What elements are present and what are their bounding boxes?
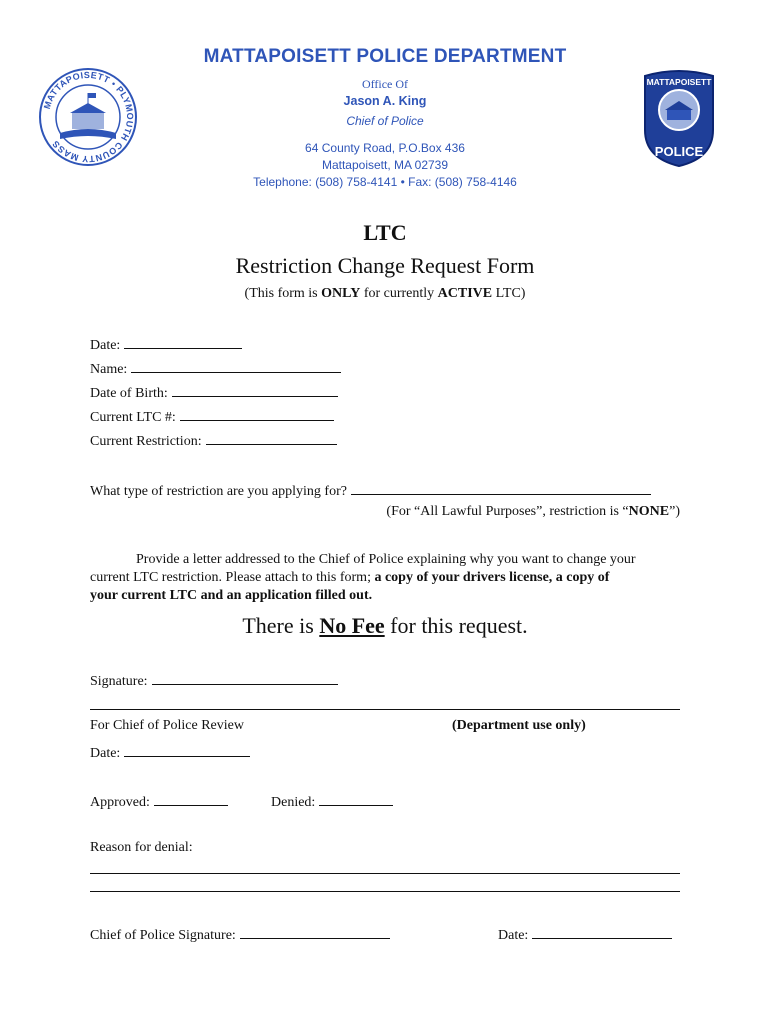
- restriction-type-input[interactable]: [351, 480, 651, 495]
- reason-line-2[interactable]: [90, 891, 680, 892]
- denied-field: [271, 791, 393, 811]
- instructions: [90, 551, 690, 605]
- chief-date-field: [498, 924, 672, 944]
- review-date-field: [90, 742, 250, 762]
- department-use-label: (Department use only): [452, 718, 586, 733]
- svg-text:POLICE: POLICE: [654, 144, 704, 159]
- dob-label: Date of Birth:: [90, 386, 168, 401]
- review-date-input[interactable]: [124, 742, 250, 757]
- signature-label: Signature:: [90, 674, 148, 689]
- form-note: (This form is ONLY for currently ACTIVE LTC): [244, 286, 526, 301]
- date-label: Date:: [90, 338, 121, 353]
- chief-title: Chief of Police: [346, 114, 424, 128]
- denied-input[interactable]: [319, 791, 393, 806]
- chief-name: Jason A. King: [343, 94, 427, 108]
- date-field: [90, 334, 242, 354]
- instructions-line-2: current LTC restriction. Please attach to this form; a copy of your drivers license, a copy of: [90, 570, 610, 585]
- dob-input[interactable]: [172, 382, 338, 397]
- signature-input[interactable]: [152, 670, 338, 685]
- review-heading: For Chief of Police Review: [90, 718, 244, 733]
- current-ltc-input[interactable]: [180, 406, 334, 421]
- alp-note: (For “All Lawful Purposes”, restriction is “NONE”): [386, 504, 680, 519]
- instructions-line-3: your current LTC and an application filled out.: [90, 588, 373, 603]
- dob-field: [90, 382, 338, 402]
- section-divider: [90, 709, 680, 710]
- signature-field: [90, 670, 338, 690]
- instructions-line-1: Provide a letter addressed to the Chief of Police explaining why you want to change your: [136, 552, 636, 567]
- svg-text:MATTAPOISETT: MATTAPOISETT: [646, 77, 712, 87]
- current-restriction-input[interactable]: [206, 430, 337, 445]
- address-line-1: 64 County Road, P.O.Box 436: [305, 141, 465, 155]
- chief-signature-field: [90, 924, 390, 944]
- fee-notice: There is No Fee for this request.: [242, 613, 528, 638]
- office-of-label: Office Of: [361, 77, 409, 91]
- current-ltc-field: [90, 406, 334, 426]
- address-line-2: Mattapoisett, MA 02739: [321, 158, 449, 172]
- restriction-type-field: [90, 480, 651, 500]
- current-restriction-field: [90, 430, 337, 450]
- review-date-label: Date:: [90, 746, 121, 761]
- reason-label: Reason for denial:: [90, 840, 193, 855]
- chief-date-input[interactable]: [532, 924, 672, 939]
- date-input[interactable]: [124, 334, 242, 349]
- name-label: Name:: [90, 362, 128, 377]
- department-name: MATTAPOISETT POLICE DEPARTMENT: [203, 46, 567, 67]
- current-restriction-label: Current Restriction:: [90, 434, 202, 449]
- reason-line-1[interactable]: [90, 873, 680, 874]
- chief-signature-label: Chief of Police Signature:: [90, 928, 236, 943]
- name-field: [90, 358, 341, 378]
- svg-text:MATTAPOISETT • PLYMOUTH COUNTY: MATTAPOISETT • PLYMOUTH COUNTY MASS: [41, 69, 136, 165]
- form-title: Restriction Change Request Form: [235, 253, 535, 278]
- name-input[interactable]: [131, 358, 341, 373]
- approved-field: [90, 791, 228, 811]
- approved-label: Approved:: [90, 795, 150, 810]
- denied-label: Denied:: [271, 795, 316, 810]
- current-ltc-label: Current LTC #:: [90, 410, 176, 425]
- approved-input[interactable]: [154, 791, 228, 806]
- chief-signature-input[interactable]: [240, 924, 390, 939]
- restriction-type-label: What type of restriction are you applying for?: [90, 484, 347, 499]
- chief-date-label: Date:: [498, 928, 529, 943]
- form-title-ltc: LTC: [363, 220, 407, 245]
- phone-fax: Telephone: (508) 758-4141 • Fax: (508) 758-4146: [253, 175, 517, 189]
